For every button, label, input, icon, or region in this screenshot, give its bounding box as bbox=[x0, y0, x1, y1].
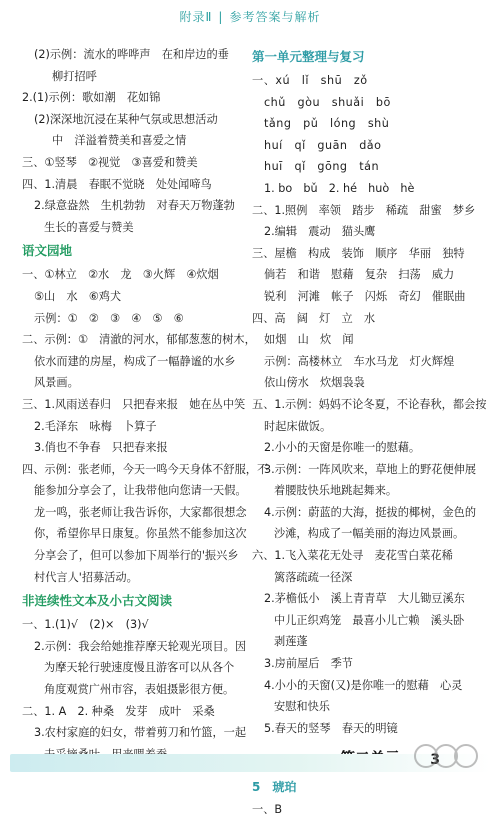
answer-line: 分享会了，但可以参加下周举行的'振兴乡 bbox=[34, 549, 239, 563]
answer-line: 2.示例：我会给她推荐摩天轮观光项目。因 bbox=[34, 639, 247, 653]
answer-line: 3.俏也不争春 只把春来报 bbox=[34, 441, 168, 455]
watermark-logo bbox=[412, 740, 492, 774]
answer-line: 锐利 河滩 帐子 闪烁 奇幻 催眠曲 bbox=[264, 289, 466, 303]
answer-line: 一、1.(1)√ (2)× (3)√ bbox=[22, 618, 149, 632]
answer-line: 四、示例：张老师，今天一鸣今天身体不舒服，不 bbox=[22, 462, 269, 476]
answer-line: 示例：高楼林立 车水马龙 灯火辉煌 bbox=[264, 354, 455, 368]
answer-line: 5.春天的竖琴 春天的明镜 bbox=[264, 721, 398, 735]
pinyin-line: tǎng pǔ lóng shù bbox=[264, 117, 390, 131]
answer-line: 2.(1)示例：歌如潮 花如锦 bbox=[22, 91, 161, 105]
answer-line: 为摩天轮行驶速度慢且游客可以从各个 bbox=[44, 661, 235, 675]
answer-line: 三、①竖琴 ②视觉 ③喜爱和赞美 bbox=[22, 155, 198, 169]
answer-line: 四、1.清晨 春眠不觉晓 处处闻啼鸟 bbox=[22, 177, 212, 191]
answer-line: 中 洋溢着赞美和喜爱之情 bbox=[52, 134, 187, 148]
answer-line: 三、屋檐 构成 装饰 顺序 华丽 独特 bbox=[252, 246, 465, 260]
answer-line: 生长的喜爱与赞美 bbox=[44, 220, 134, 234]
answer-line: 1. bo bǔ 2. hé huò hè bbox=[264, 181, 415, 195]
answer-line: 2.茅檐低小 溪上青青草 大儿锄豆溪东 bbox=[264, 592, 465, 606]
answer-line: (2)深深地沉浸在某种气氛或思想活动 bbox=[34, 112, 218, 126]
answer-line: 时起床做饭。 bbox=[264, 419, 332, 433]
header-text: 附录Ⅱ | 参考答案与解析 bbox=[179, 10, 321, 24]
answer-line: 依山傍水 炊烟袅袅 bbox=[264, 376, 365, 390]
page-number: 3 bbox=[430, 752, 440, 768]
left-answer-column bbox=[22, 44, 269, 765]
section-heading: 第一单元整理与复习 bbox=[252, 49, 365, 64]
watermark-icon bbox=[412, 740, 492, 774]
answer-line: 你，希望你早日康复。你虽然不能参加这次 bbox=[34, 527, 247, 541]
answer-line: 安慰和快乐 bbox=[274, 700, 330, 714]
answer-line: 2.绿意盎然 生机勃勃 对春天万物蓬勃 bbox=[34, 199, 235, 213]
pinyin-line: huí qǐ guān dǎo bbox=[264, 138, 382, 152]
answer-line: 龙一鸣，张老师让我告诉你，大家都很想念 bbox=[34, 505, 247, 519]
answer-line: 沙滩，构成了一幅美丽的海边风景画。 bbox=[274, 527, 465, 541]
answer-line: 一、①林立 ②水 龙 ③火辉 ④炊烟 bbox=[22, 268, 219, 282]
answer-line: 3.房前屋后 季节 bbox=[264, 657, 353, 671]
answer-line: 三、1.风雨送春归 只把春来报 她在丛中笑 bbox=[22, 397, 246, 411]
answer-line: 着腰肢快乐地跳起舞来。 bbox=[274, 484, 398, 498]
section-heading: 非连续性文本及小古文阅读 bbox=[22, 593, 173, 609]
answer-line: 倘若 和谐 慰藉 复杂 扫荡 威力 bbox=[264, 268, 455, 282]
answer-line: 四、高 阔 灯 立 水 bbox=[252, 311, 376, 325]
answer-line: 角度观赏广州市容，表姐摄影很方便。 bbox=[44, 683, 235, 697]
answer-line: 能参加分享会了，让我带他向您请一天假。 bbox=[34, 484, 247, 498]
answer-line: 3.农村家庭的妇女，带着剪刀和竹篮，一起 bbox=[34, 726, 247, 740]
lesson-title: 5 琥珀 bbox=[252, 780, 297, 795]
answer-line: 剥莲蓬 bbox=[274, 635, 308, 649]
answer-line: 村代言人'招募活动。 bbox=[34, 570, 138, 584]
answer-line: 3.示例：一阵风吹来，草地上的野花便伸展 bbox=[264, 462, 477, 476]
pinyin-line: 一、xú lǐ shū zǒ bbox=[252, 74, 368, 87]
answer-line: 五、1.示例：妈妈不论冬夏，不论春秋，都会按 bbox=[252, 397, 487, 411]
page-header bbox=[0, 0, 500, 34]
answer-line: 2.小小的天窗是你唯一的慰藉。 bbox=[264, 441, 421, 455]
pinyin-line: huī qǐ gōng tán bbox=[264, 160, 380, 174]
answer-line: (2)示例：流水的哗哗声 在和岸边的垂 bbox=[34, 48, 229, 61]
answer-line: 2.编辑 震动 猫头鹰 bbox=[264, 225, 376, 239]
answer-line: 中儿正织鸡笼 最喜小儿亡赖 溪头卧 bbox=[274, 613, 465, 627]
answer-line: 篱落疏疏一径深 bbox=[274, 570, 353, 584]
answer-line: 依水而建的房屋，构成了一幅静谧的水乡 bbox=[34, 354, 236, 368]
answer-line: 4.示例：蔚蓝的大海，挺拔的椰树，金色的 bbox=[264, 505, 477, 519]
answer-line: ⑤山 水 ⑥鸡犬 bbox=[34, 289, 122, 303]
answer-line: 二、示例：① 清澈的河水，郁郁葱葱的树木， bbox=[22, 333, 256, 347]
answer-line: 2.毛泽东 咏梅 卜算子 bbox=[34, 419, 157, 433]
section-heading: 语文园地 bbox=[22, 243, 73, 259]
answer-line: 二、1.照例 率领 踏步 稀疏 甜蜜 梦乡 bbox=[252, 203, 476, 217]
answer-line: 示例：① ② ③ ④ ⑤ ⑥ bbox=[34, 311, 184, 325]
answer-line: 六、1.飞入菜花无处寻 麦花雪白菜花稀 bbox=[252, 549, 453, 563]
answer-line: 二、1. A 2. 种桑 发芽 成叶 采桑 bbox=[22, 704, 215, 718]
pinyin-line: chǔ gòu shuǎi bō bbox=[264, 95, 391, 109]
answer-line: 风景画。 bbox=[34, 376, 79, 390]
answer-line: 如烟 山 炊 闻 bbox=[264, 333, 354, 347]
right-answer-column bbox=[252, 44, 488, 821]
header-answers: 参考答案与解析 bbox=[229, 10, 321, 24]
answer-line: 4.小小的天窗(又)是你唯一的慰藉 心灵 bbox=[264, 678, 463, 692]
header-appendix: 附录Ⅱ bbox=[179, 10, 213, 24]
answer-line: 柳打招呼 bbox=[52, 69, 97, 83]
answer-line: 一、B bbox=[252, 803, 283, 816]
